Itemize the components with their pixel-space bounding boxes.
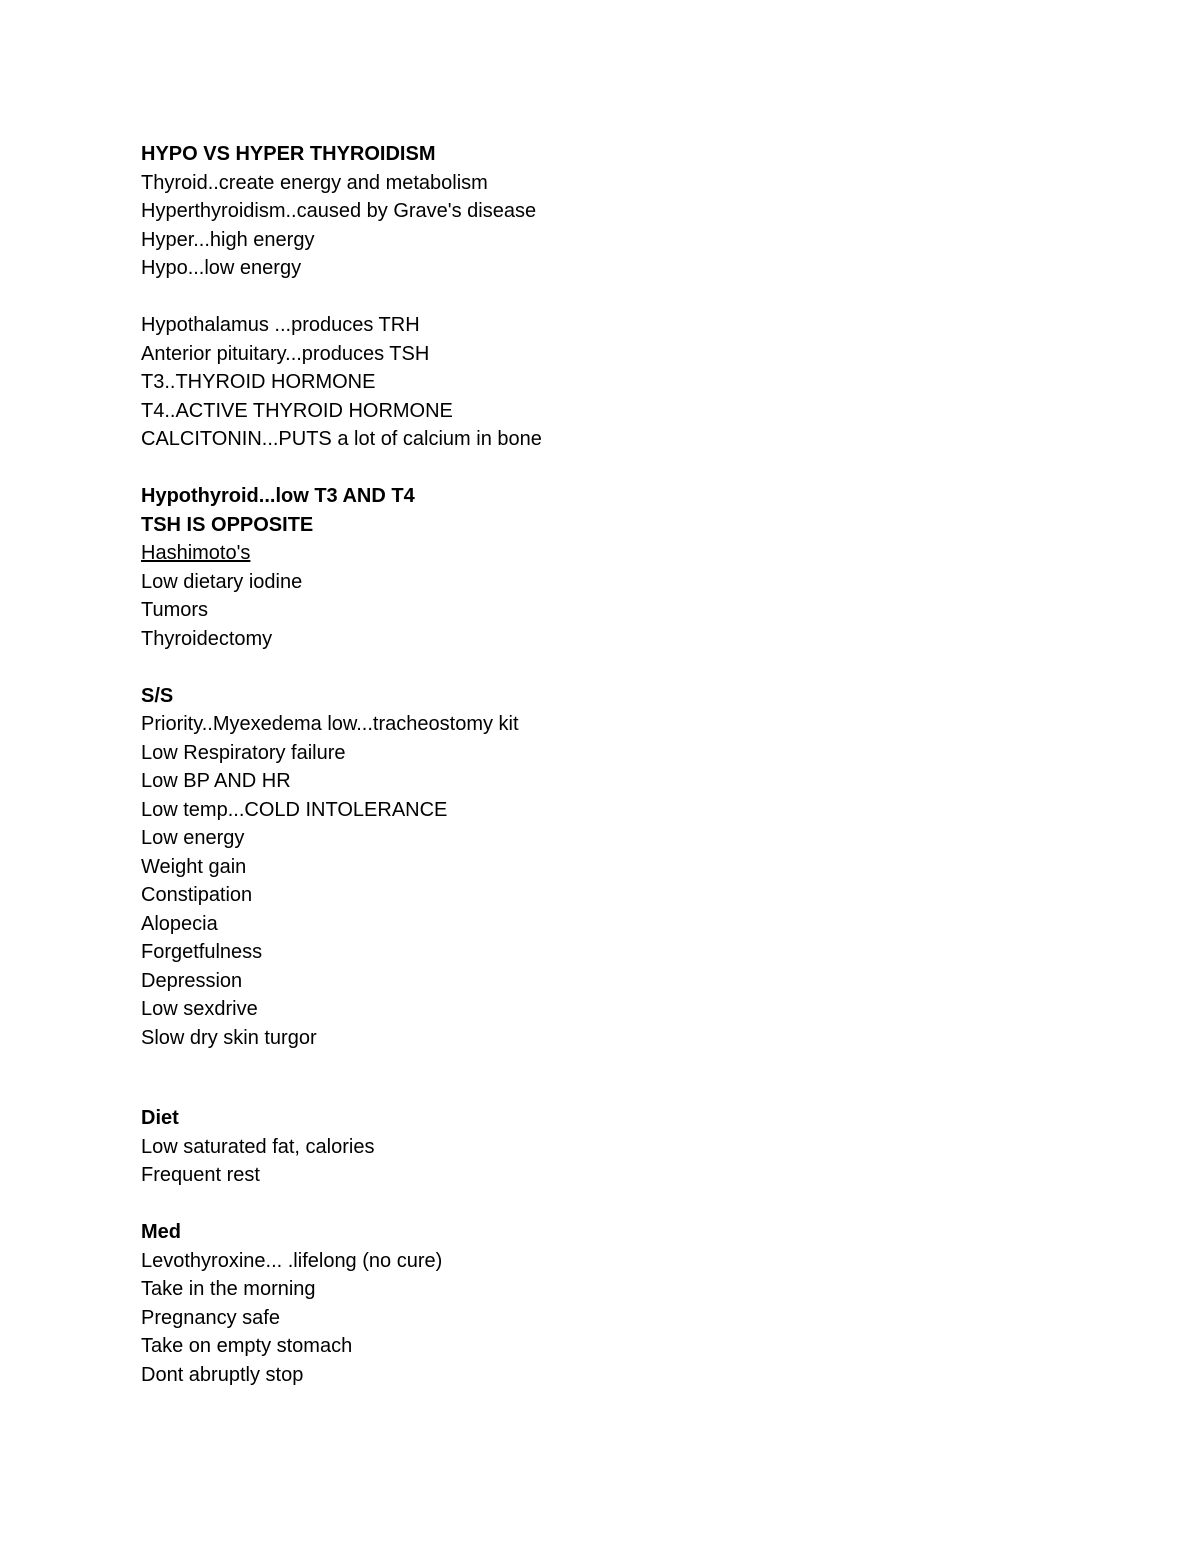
document-body xyxy=(141,140,1121,1389)
hypothyroid-heading: Hypothyroid...low T3 AND T4 xyxy=(141,485,415,507)
symptom-line: Slow dry skin turgor xyxy=(141,1026,317,1049)
spacer xyxy=(141,1052,1121,1104)
ss-heading: S/S xyxy=(141,684,174,707)
intro-line: Hyperthyroidism..caused by Grave's disease xyxy=(141,200,537,222)
med-line: Take in the morning xyxy=(141,1278,316,1300)
symptom-line: Priority..Myexedema low...tracheostomy kit xyxy=(141,713,519,735)
intro-line: Thyroid..create energy and metabolism xyxy=(141,171,488,194)
intro-line: Hyper...high energy xyxy=(141,228,315,251)
symptom-line: Low Respiratory failure xyxy=(141,741,346,764)
cause-line: Low dietary iodine xyxy=(141,570,303,593)
diet-heading: Diet xyxy=(141,1107,179,1129)
med-line: Dont abruptly stop xyxy=(141,1363,304,1386)
symptom-line: Depression xyxy=(141,969,243,992)
symptom-line: Forgetfulness xyxy=(141,941,263,963)
symptom-line: Weight gain xyxy=(141,855,247,878)
symptom-line: Low energy xyxy=(141,827,245,849)
hormone-line: T3..THYROID HORMONE xyxy=(141,371,376,393)
intro-line: Hypo...low energy xyxy=(141,257,302,279)
med-line: Pregnancy safe xyxy=(141,1306,280,1329)
med-line: Levothyroxine... .lifelong (no cure) xyxy=(141,1249,443,1272)
hormone-line: Anterior pituitary...produces TSH xyxy=(141,342,430,365)
hashimotos-link[interactable]: Hashimoto's xyxy=(141,542,251,564)
symptom-line: Constipation xyxy=(141,884,253,906)
hormone-line: T4..ACTIVE THYROID HORMONE xyxy=(141,399,453,422)
med-line: Take on empty stomach xyxy=(141,1335,353,1357)
symptom-line: Alopecia xyxy=(141,912,218,935)
spacer xyxy=(141,454,1121,483)
symptom-line: Low BP AND HR xyxy=(141,770,291,792)
symptom-line: Low sexdrive xyxy=(141,998,258,1020)
med-heading: Med xyxy=(141,1221,181,1243)
diet-line: Frequent rest xyxy=(141,1164,260,1186)
spacer xyxy=(141,283,1121,312)
symptom-line: Low temp...COLD INTOLERANCE xyxy=(141,798,448,821)
cause-line: Thyroidectomy xyxy=(141,627,273,650)
diet-line: Low saturated fat, calories xyxy=(141,1135,375,1158)
document-title: HYPO VS HYPER THYROIDISM xyxy=(141,143,436,165)
tsh-heading: TSH IS OPPOSITE xyxy=(141,513,314,536)
spacer xyxy=(141,653,1121,682)
spacer xyxy=(141,1190,1121,1219)
hormone-line: Hypothalamus ...produces TRH xyxy=(141,314,420,336)
hormone-line: CALCITONIN...PUTS a lot of calcium in bone xyxy=(141,428,542,450)
cause-line: Tumors xyxy=(141,599,209,621)
